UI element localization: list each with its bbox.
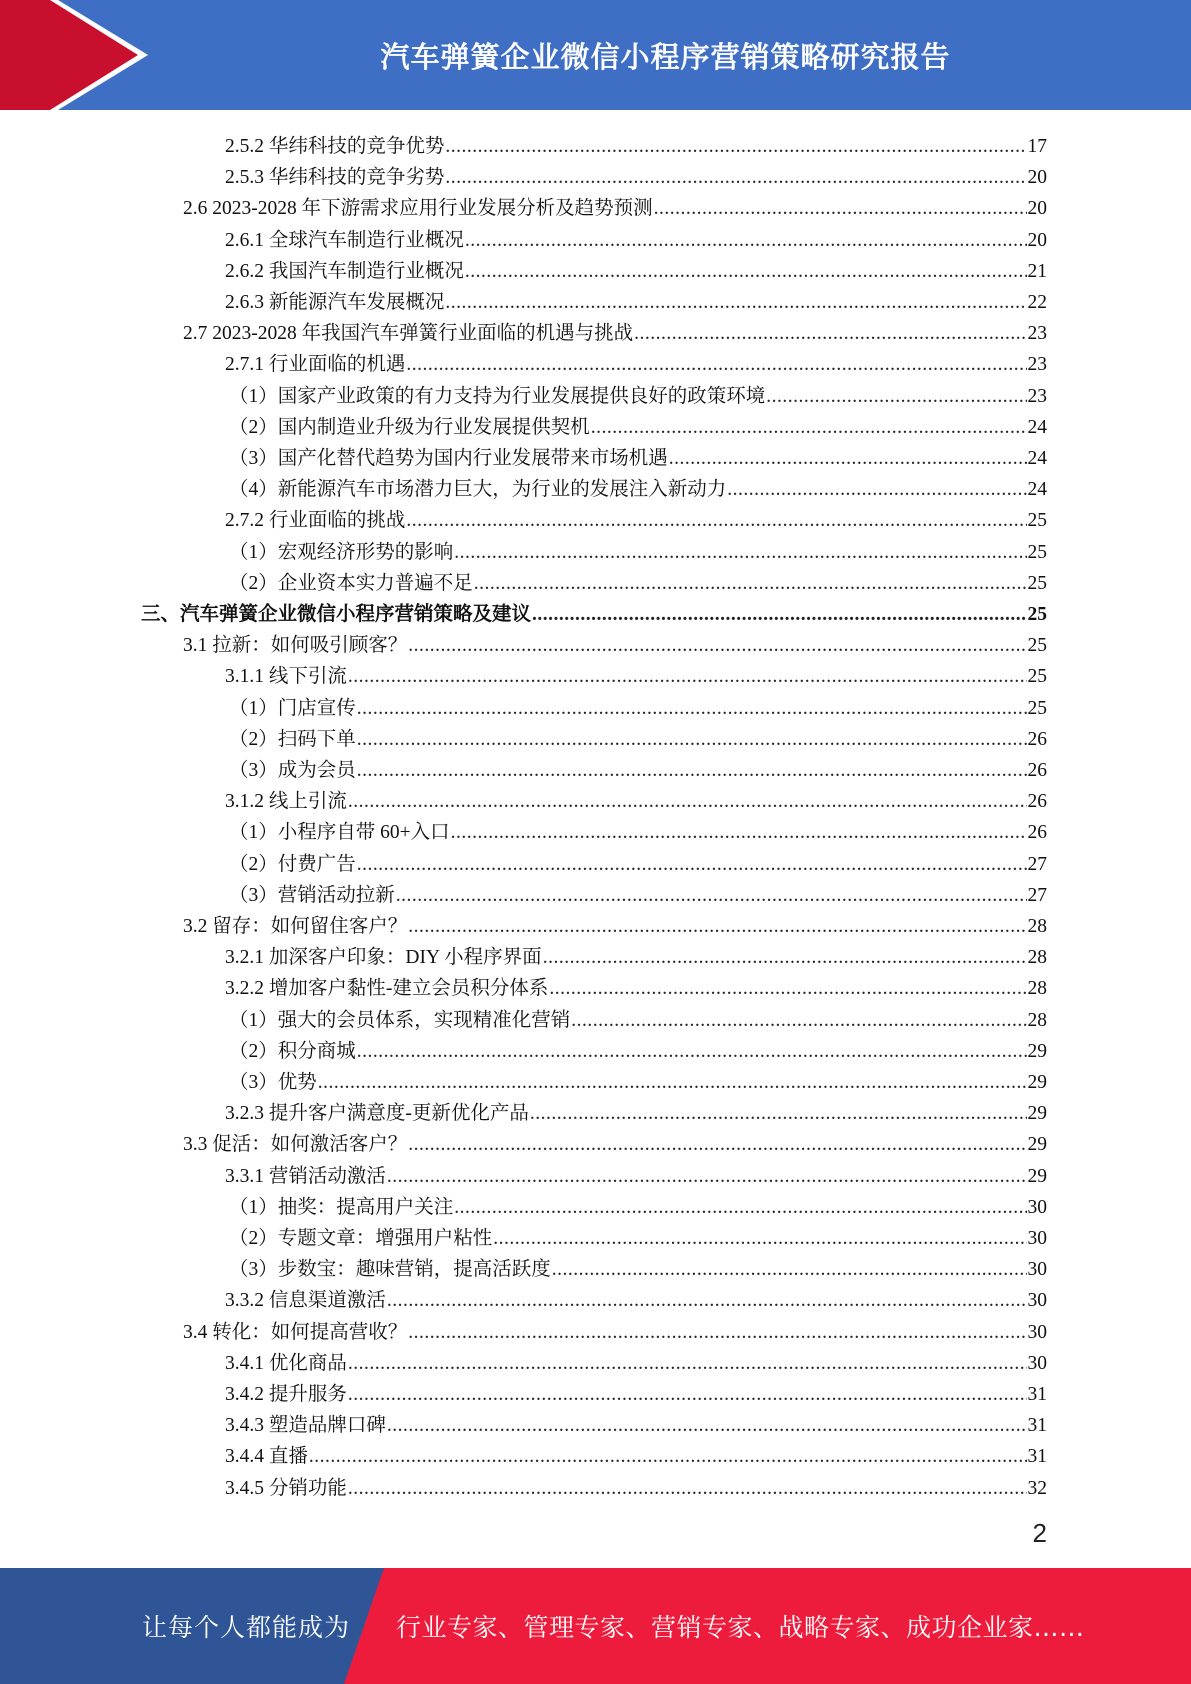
toc-entry[interactable] bbox=[225, 222, 1047, 253]
toc-entry-label: 2.6.2 我国汽车制造行业概况 bbox=[225, 260, 464, 282]
toc-entry-label: （2）付费广告 bbox=[229, 853, 356, 875]
toc-entry-label: 3.3 促活：如何激活客户？ bbox=[183, 1134, 408, 1156]
toc-entry-label: （1）小程序自带 60+入口 bbox=[229, 822, 450, 844]
toc-entry-page: 26 bbox=[1027, 822, 1047, 844]
toc-entry[interactable] bbox=[225, 1158, 1047, 1189]
toc-dot-leader bbox=[348, 1477, 1027, 1501]
toc-entry-page: 25 bbox=[1027, 666, 1047, 688]
toc-entry-page: 26 bbox=[1027, 728, 1047, 750]
toc-entry-page: 30 bbox=[1027, 1228, 1047, 1249]
toc-entry-page: 29 bbox=[1027, 1134, 1047, 1156]
toc-entry-label: 3.3.2 信息渠道激活 bbox=[225, 1290, 386, 1312]
toc-dot-leader bbox=[387, 1289, 1027, 1313]
toc-entry[interactable] bbox=[225, 1470, 1047, 1501]
toc-entry[interactable] bbox=[183, 315, 1047, 346]
toc-entry-label: （2）国内制造业升级为行业发展提供契机 bbox=[229, 416, 590, 438]
toc-entry-page: 25 bbox=[1027, 697, 1047, 719]
page-number: 2 bbox=[1032, 1518, 1047, 1548]
toc-entry-page: 28 bbox=[1027, 1009, 1047, 1031]
toc-entry-label: 2.7.2 行业面临的挑战 bbox=[225, 510, 406, 532]
toc-entry[interactable] bbox=[183, 1126, 1047, 1157]
toc-entry[interactable] bbox=[225, 1438, 1047, 1469]
toc-entry[interactable] bbox=[183, 1314, 1047, 1345]
toc-dot-leader bbox=[454, 541, 1026, 565]
toc-dot-leader bbox=[318, 1071, 1027, 1095]
toc-dot-leader bbox=[387, 1414, 1027, 1438]
toc-entry-page: 23 bbox=[1027, 385, 1047, 407]
toc-entry-page: 28 bbox=[1027, 947, 1047, 969]
toc-entry-page: 31 bbox=[1027, 1415, 1047, 1437]
toc-entry-page: 29 bbox=[1027, 1165, 1047, 1187]
toc-dot-leader bbox=[309, 1445, 1027, 1469]
toc-dot-leader bbox=[445, 135, 1026, 159]
toc-entry-label: （3）国产化替代趋势为国内行业发展带来市场机遇 bbox=[229, 448, 668, 469]
toc-dot-leader bbox=[669, 447, 1027, 471]
toc-entry[interactable] bbox=[141, 596, 1047, 627]
toc-entry[interactable] bbox=[229, 752, 1047, 783]
toc-entry-page: 20 bbox=[1027, 229, 1047, 251]
toc-dot-leader bbox=[552, 1258, 1027, 1282]
toc-dot-leader bbox=[408, 634, 1026, 658]
toc-entry-label: （2）积分商城 bbox=[229, 1040, 356, 1062]
toc-dot-leader bbox=[454, 1196, 1026, 1220]
page-footer bbox=[0, 1568, 1191, 1684]
toc-dot-leader bbox=[357, 697, 1027, 721]
toc-entry-page: 30 bbox=[1027, 1290, 1047, 1312]
toc-entry-page: 23 bbox=[1027, 323, 1047, 345]
toc-entry[interactable] bbox=[225, 1345, 1047, 1376]
toc-entry-page: 31 bbox=[1027, 1446, 1047, 1468]
toc-entry-label: （1）强大的会员体系，实现精准化营销 bbox=[229, 1009, 571, 1031]
toc-entry[interactable] bbox=[229, 721, 1047, 752]
toc-entry[interactable] bbox=[225, 284, 1047, 315]
toc-dot-leader bbox=[348, 790, 1027, 814]
toc-entry-page: 30 bbox=[1027, 1196, 1047, 1218]
toc-dot-leader bbox=[357, 853, 1027, 877]
toc-dot-leader bbox=[445, 166, 1026, 190]
toc-entry[interactable] bbox=[183, 627, 1047, 658]
toc-entry[interactable] bbox=[225, 1376, 1047, 1407]
footer-slogan-right: 行业专家、管理专家、营销专家、战略专家、成功企业家…… bbox=[396, 1613, 1085, 1642]
toc-dot-leader bbox=[591, 416, 1027, 440]
toc-entry-label: 3.4.2 提升服务 bbox=[225, 1384, 347, 1405]
toc-entry-label: （2）企业资本实力普遍不足 bbox=[229, 572, 473, 594]
toc-entry[interactable] bbox=[229, 1002, 1047, 1033]
toc-entry-label: （3）成为会员 bbox=[229, 760, 356, 781]
toc-dot-leader bbox=[474, 572, 1027, 596]
toc-entry-page: 31 bbox=[1027, 1384, 1047, 1405]
toc-dot-leader bbox=[406, 509, 1026, 533]
toc-entry-page: 20 bbox=[1027, 198, 1047, 220]
toc-dot-leader bbox=[766, 385, 1026, 409]
toc-dot-leader bbox=[408, 1321, 1026, 1345]
toc-entry[interactable] bbox=[229, 1220, 1047, 1251]
toc-entry[interactable] bbox=[225, 1407, 1047, 1438]
toc-entry-label: （3）优势 bbox=[229, 1072, 317, 1093]
toc-entry-page: 32 bbox=[1027, 1477, 1047, 1499]
toc-entry-label: （2）扫码下单 bbox=[229, 728, 356, 750]
toc-entry[interactable] bbox=[225, 128, 1047, 159]
toc-entry-label: 2.5.2 华纬科技的竞争优势 bbox=[225, 136, 445, 157]
toc-entry-label: 3.4.4 直播 bbox=[225, 1446, 308, 1468]
toc-entry-label: 三、汽车弹簧企业微信小程序营销策略及建议 bbox=[141, 604, 532, 625]
toc-entry-label: 2.7 2023-2028 年我国汽车弹簧行业面临的机遇与挑战 bbox=[183, 323, 634, 345]
toc-entry-label: 3.1 拉新：如何吸引顾客？ bbox=[183, 635, 408, 657]
toc-dot-leader bbox=[727, 478, 1026, 502]
page-header bbox=[0, 0, 1191, 110]
toc-dot-leader bbox=[451, 821, 1027, 845]
toc-entry[interactable] bbox=[229, 1064, 1047, 1095]
toc-entry-page: 25 bbox=[1027, 541, 1047, 563]
toc-entry-label: 3.2 留存：如何留住客户？ bbox=[183, 916, 408, 937]
toc-entry[interactable] bbox=[229, 565, 1047, 596]
toc-entry[interactable] bbox=[225, 658, 1047, 689]
toc-entry[interactable] bbox=[183, 190, 1047, 221]
toc-dot-leader bbox=[530, 1102, 1027, 1126]
toc-dot-leader bbox=[634, 322, 1026, 346]
toc-entry-label: 2.6 2023-2028 年下游需求应用行业发展分析及趋势预测 bbox=[183, 198, 653, 220]
toc-entry-label: （3）营销活动拉新 bbox=[229, 884, 395, 906]
toc-entry-label: 2.7.1 行业面临的机遇 bbox=[225, 354, 406, 376]
toc-entry-label: 3.4.3 塑造品牌口碑 bbox=[225, 1415, 386, 1437]
toc-entry[interactable] bbox=[225, 1282, 1047, 1313]
toc-entry[interactable] bbox=[229, 814, 1047, 845]
toc-entry[interactable] bbox=[225, 502, 1047, 533]
toc-dot-leader bbox=[348, 665, 1027, 689]
toc-dot-leader bbox=[543, 946, 1027, 970]
toc-entry-label: （1）门店宣传 bbox=[229, 697, 356, 719]
toc-dot-leader bbox=[396, 884, 1027, 908]
toc-entry-label: 3.1.1 线下引流 bbox=[225, 666, 347, 688]
toc-entry-page: 24 bbox=[1027, 416, 1047, 438]
toc-entry-label: 2.5.3 华纬科技的竞争劣势 bbox=[225, 167, 445, 189]
toc-entry-page: 30 bbox=[1027, 1352, 1047, 1374]
toc-entry-page: 23 bbox=[1027, 354, 1047, 376]
toc-entry-page: 26 bbox=[1027, 760, 1047, 781]
toc-entry[interactable] bbox=[229, 877, 1047, 908]
toc-entry[interactable] bbox=[229, 534, 1047, 565]
toc-entry-page: 25 bbox=[1027, 572, 1047, 594]
toc-entry-label: （3）步数宝：趣味营销，提高活跃度 bbox=[229, 1259, 551, 1281]
toc-entry-label: （2）专题文章：增强用户粘性 bbox=[229, 1228, 493, 1249]
toc-entry[interactable] bbox=[225, 970, 1047, 1001]
toc-entry-label: （4）新能源汽车市场潜力巨大，为行业的发展注入新动力 bbox=[229, 479, 727, 501]
toc-dot-leader bbox=[357, 759, 1027, 783]
toc-entry[interactable] bbox=[229, 1189, 1047, 1220]
toc-dot-leader bbox=[348, 1383, 1027, 1407]
toc-entry-page: 30 bbox=[1027, 1259, 1047, 1281]
toc-dot-leader bbox=[465, 260, 1027, 284]
toc-entry-label: 3.2.3 提升客户满意度-更新优化产品 bbox=[225, 1103, 529, 1125]
toc-dot-leader bbox=[571, 1009, 1026, 1033]
toc-entry-page: 25 bbox=[1027, 604, 1047, 625]
toc-entry-page: 24 bbox=[1027, 479, 1047, 501]
toc-entry[interactable] bbox=[229, 378, 1047, 409]
toc-dot-leader bbox=[387, 1165, 1027, 1189]
toc-dot-leader bbox=[493, 1227, 1026, 1251]
toc-entry-label: （1）抽奖：提高用户关注 bbox=[229, 1196, 454, 1218]
toc-entry-page: 28 bbox=[1027, 916, 1047, 937]
toc-entry-page: 27 bbox=[1027, 884, 1047, 906]
toc-entry-page: 21 bbox=[1027, 260, 1047, 282]
toc-entry[interactable] bbox=[183, 908, 1047, 939]
toc-entry[interactable] bbox=[225, 159, 1047, 190]
toc-dot-leader bbox=[532, 603, 1026, 627]
toc-entry-page: 26 bbox=[1027, 791, 1047, 813]
toc-dot-leader bbox=[348, 1352, 1027, 1376]
toc-entry[interactable] bbox=[229, 440, 1047, 471]
toc-entry[interactable] bbox=[229, 1033, 1047, 1064]
toc-dot-leader bbox=[357, 1040, 1027, 1064]
toc-entry-label: （1）国家产业政策的有力支持为行业发展提供良好的政策环境 bbox=[229, 385, 766, 407]
toc-entry[interactable] bbox=[229, 409, 1047, 440]
toc-entry[interactable] bbox=[229, 846, 1047, 877]
toc-entry-label: （1）宏观经济形势的影响 bbox=[229, 541, 454, 563]
toc-entry-page: 25 bbox=[1027, 635, 1047, 657]
toc-entry-label: 3.2.1 加深客户印象：DIY 小程序界面 bbox=[225, 947, 542, 969]
toc-entry-page: 27 bbox=[1027, 853, 1047, 875]
toc-entry-label: 2.6.3 新能源汽车发展概况 bbox=[225, 292, 445, 313]
toc-entry-label: 3.4 转化：如何提高营收？ bbox=[183, 1321, 408, 1343]
toc-dot-leader bbox=[357, 728, 1027, 752]
toc-entry-page: 17 bbox=[1027, 136, 1047, 157]
toc-entry-page: 30 bbox=[1027, 1321, 1047, 1343]
footer-slogan-left: 让每个人都能成为 bbox=[142, 1613, 351, 1642]
toc-entry[interactable] bbox=[225, 253, 1047, 284]
toc-entry-page: 29 bbox=[1027, 1040, 1047, 1062]
toc-entry[interactable] bbox=[225, 346, 1047, 377]
toc-entry-label: 3.3.1 营销活动激活 bbox=[225, 1165, 386, 1187]
toc-entry-page: 20 bbox=[1027, 167, 1047, 189]
toc-entry-label: 3.4.5 分销功能 bbox=[225, 1477, 347, 1499]
toc-entry[interactable] bbox=[229, 690, 1047, 721]
toc-entry-page: 29 bbox=[1027, 1072, 1047, 1093]
toc-entry[interactable] bbox=[225, 939, 1047, 970]
toc-dot-leader bbox=[549, 977, 1026, 1001]
toc-dot-leader bbox=[465, 229, 1027, 253]
toc-entry-page: 25 bbox=[1027, 510, 1047, 532]
toc-dot-leader bbox=[408, 1133, 1026, 1157]
document-title: 汽车弹簧企业微信小程序营销策略研究报告 bbox=[380, 39, 951, 74]
toc-dot-leader bbox=[445, 291, 1026, 315]
toc-entry-page: 22 bbox=[1027, 292, 1047, 313]
toc-entry-page: 24 bbox=[1027, 448, 1047, 469]
toc-entry-label: 3.2.2 增加客户黏性-建立会员积分体系 bbox=[225, 978, 549, 1000]
toc-entry-label: 3.4.1 优化商品 bbox=[225, 1352, 347, 1374]
toc-entry-label: 2.6.1 全球汽车制造行业概况 bbox=[225, 229, 464, 251]
toc-entry[interactable] bbox=[225, 783, 1047, 814]
toc-dot-leader bbox=[408, 915, 1026, 939]
toc-entry-label: 3.1.2 线上引流 bbox=[225, 791, 347, 813]
toc-dot-leader bbox=[406, 353, 1026, 377]
toc-entry[interactable] bbox=[229, 471, 1047, 502]
toc-entry[interactable] bbox=[225, 1095, 1047, 1126]
toc-entry-page: 28 bbox=[1027, 978, 1047, 1000]
toc-entry[interactable] bbox=[229, 1251, 1047, 1282]
toc-dot-leader bbox=[654, 197, 1027, 221]
toc-entry-page: 29 bbox=[1027, 1103, 1047, 1125]
